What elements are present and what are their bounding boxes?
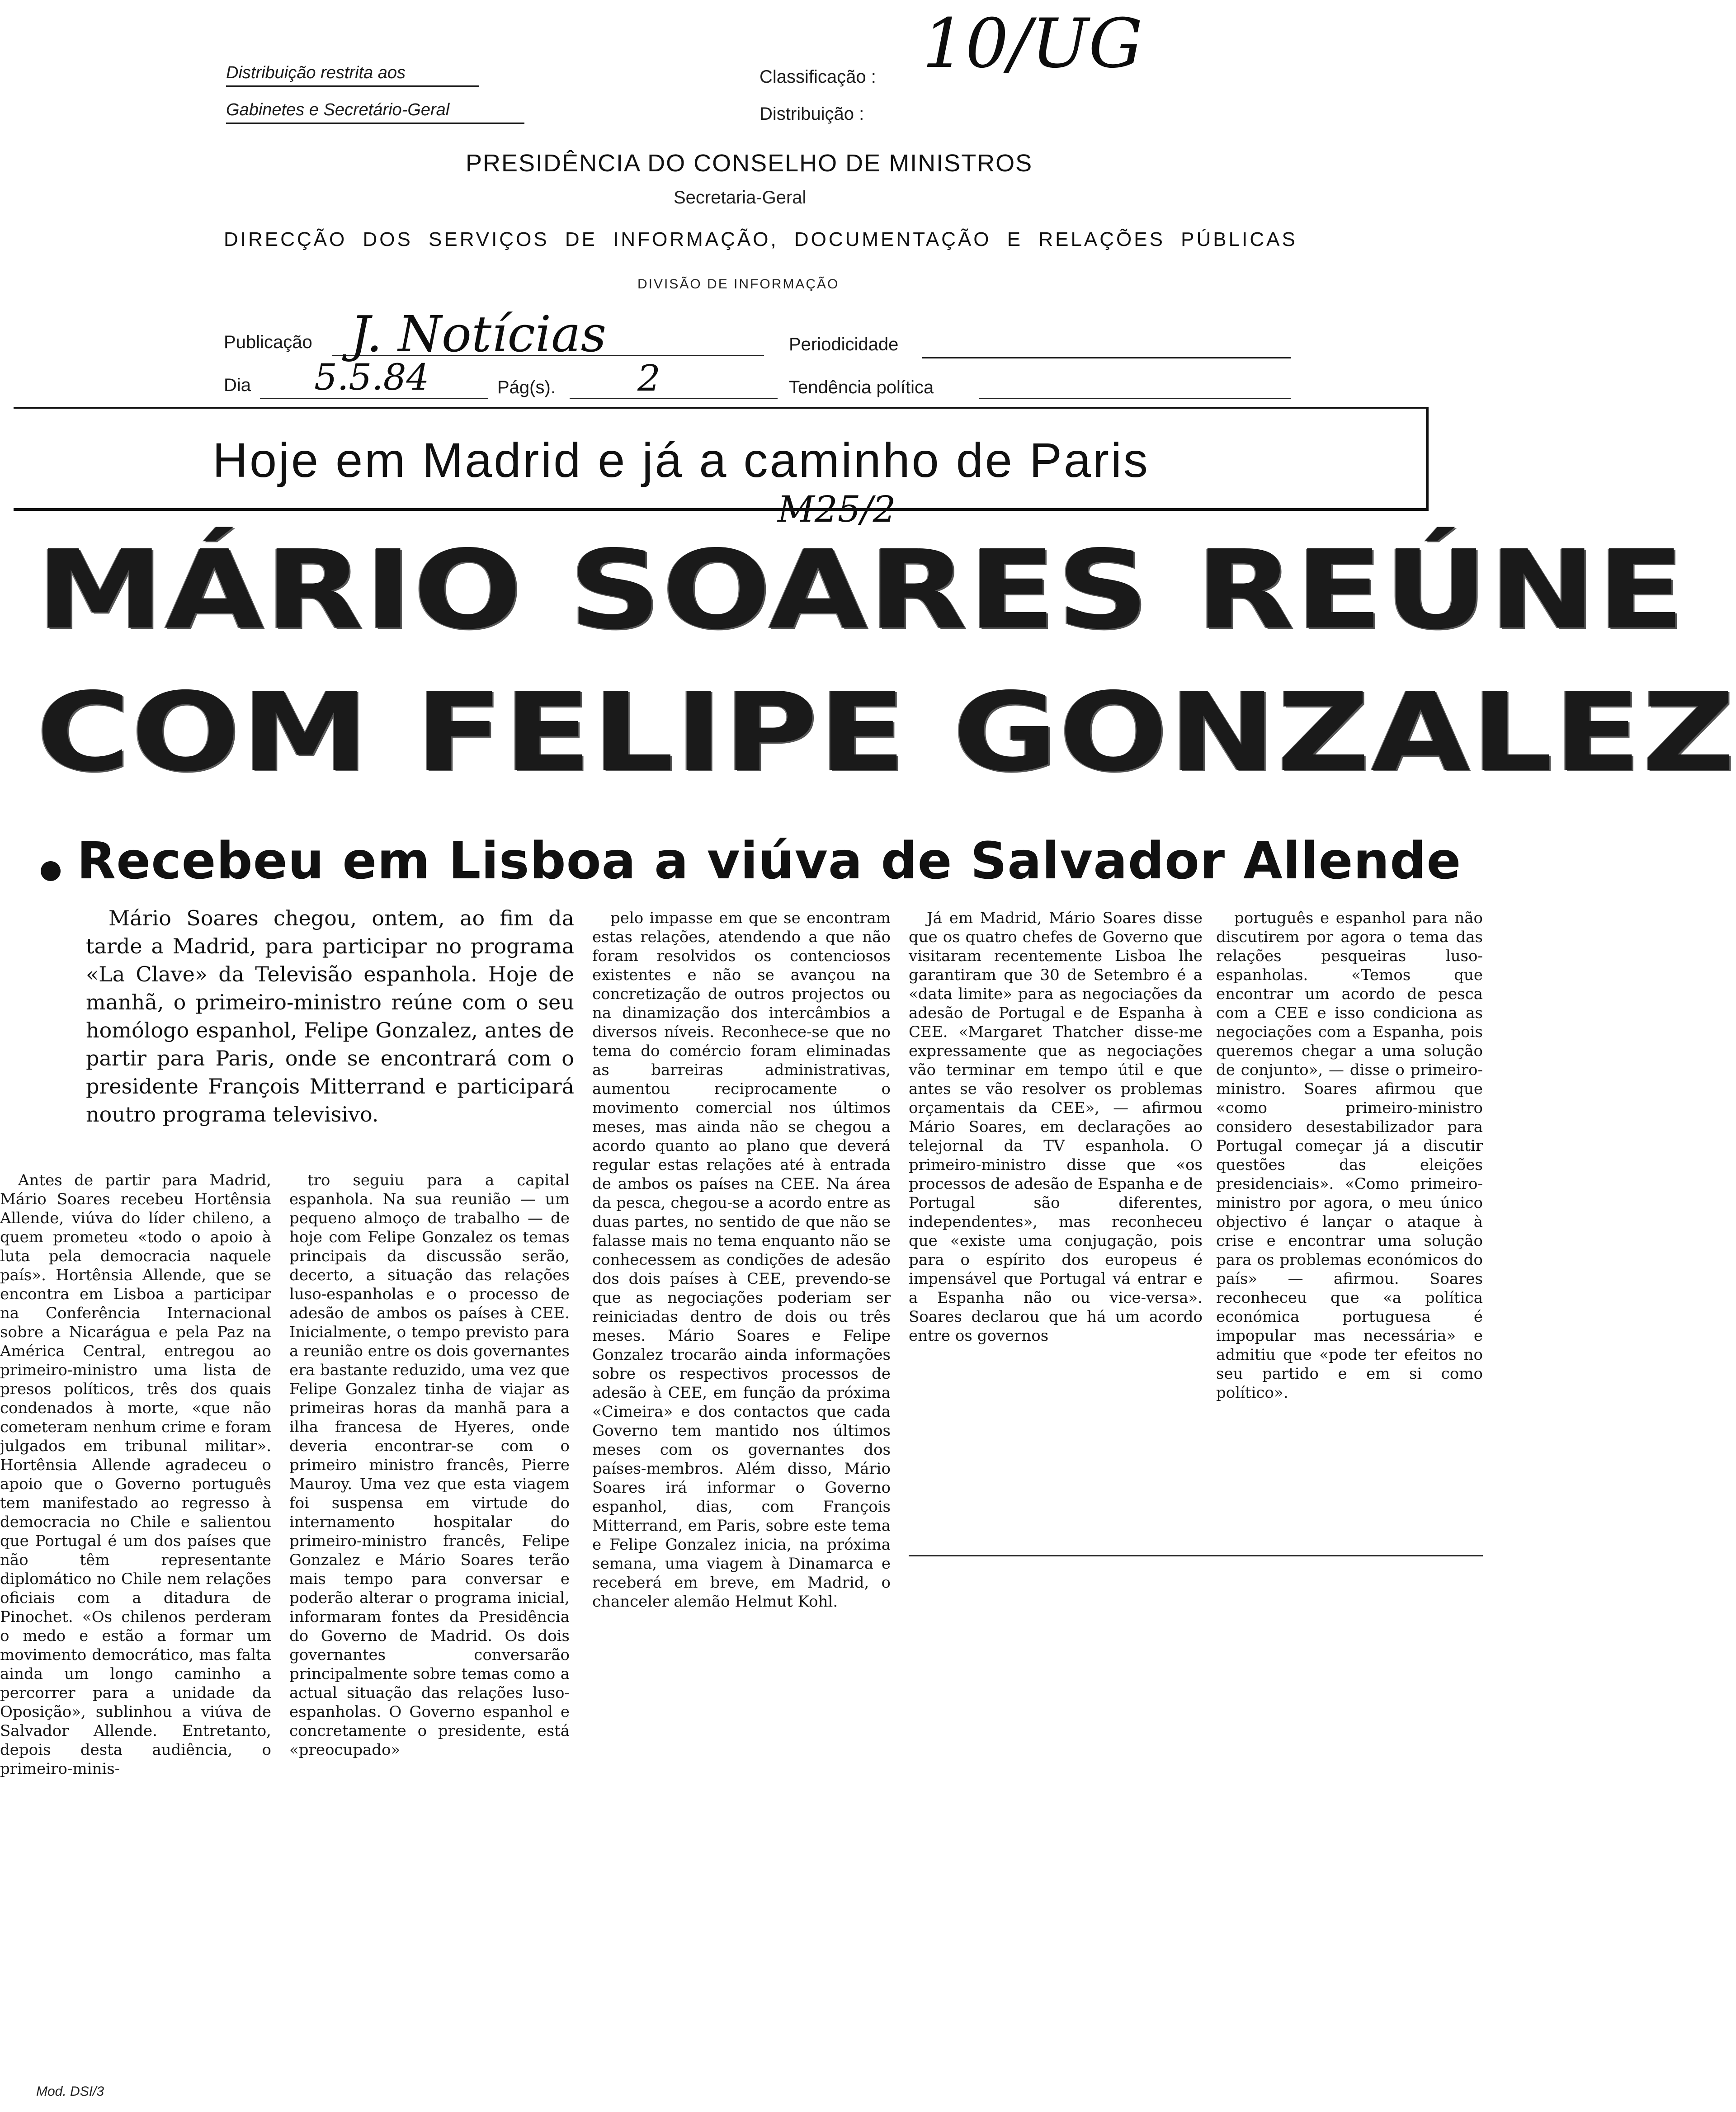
classificacao-label: Classificação : [760, 67, 876, 87]
column-4-text: Já em Madrid, Mário Soares disse que os quatro chefes de Governo que visitaram recentemente Lisboa lhe garantiram que 30 de Setembro é a «data limite» para as negociações da adesão de Portugal e de Espanha à CEE. «Margaret Thatcher disse-me expressamente que as negociações vão terminar em tempo útil e que antes se vão resolver os problemas orçamentais da CEE», — afirmou Mário Soares, em declarações ao telejornal da TV espanhola. O primeiro-ministro disse que «os processos de adesão de Espanha e de Portugal são diferentes, independentes», mas reconheceu que «existe uma conjugação, pois para o espírito dos europeus é impensável que Portugal vá entrar e a Espanha não ou vice-versa». Soares declarou que há um acordo entre os governos [909, 909, 1203, 1345]
subhead: Recebeu em Lisboa a viúva de Salvador Allende [77, 832, 1462, 891]
tendencia-label: Tendência política [789, 377, 934, 397]
periodicidade-field [922, 335, 1291, 358]
secretaria-geral: Secretaria-Geral [674, 188, 807, 207]
column-separator [909, 1555, 1483, 1556]
kicker: Hoje em Madrid e já a caminho de Paris [212, 433, 1150, 487]
subhead-bullet-icon [41, 861, 61, 881]
column-3-text: pelo impasse em que se encontram estas relações, atendendo a que não foram resolvidos os contenciosos existentes e não se avançou na concretização de outros projectos ou na dinamização dos intercâmbios a diversos níveis. Reconhece-se que no tema do comércio foram eliminadas as barreiras administrativas, aumentou reciprocamente o movimento comercial nos últimos meses, mas ainda não se chegou a acordo quanto ao plano que deverá regular estas relações até à entrada de ambos os países na CEE. Na área da pesca, chegou-se a acordo entre as duas partes, no sentido de que não se falasse mais no tema enquanto não se conhecessem as condições de adesão dos dois países à CEE, prevendo-se que as negociações poderiam ser reiniciadas dentro de dois ou três meses. Mário Soares e Felipe Gonzalez trocarão ainda informações sobre os respectivos processos de adesão à CEE, em função da próxima «Cimeira» e dos contactos que cada Governo tem mantido nos últimos meses com os governantes dos países-membros. Além disso, Mário Soares irá informar o Governo espanhol, dias, com François Mitterrand, em Paris, sobre este tema e Felipe Gonzalez inicia, na próxima semana, uma viagem à Dinamarca e receberá em breve, em Madrid, o chanceler alemão Helmut Kohl. [592, 909, 891, 1611]
column-5 [1216, 909, 1483, 1402]
publicacao-field [332, 305, 764, 363]
column-4 [909, 909, 1203, 1345]
column-1 [0, 1171, 271, 1778]
form-code: Mod. DSI/3 [36, 2084, 104, 2099]
dia-value: 5.5.84 [314, 356, 429, 398]
direccao-servicos: DIRECÇÃO DOS SERVIÇOS DE INFORMAÇÃO, DOCUMENTAÇÃO E RELAÇÕES PÚBLICAS [224, 228, 1297, 250]
restricted-distribution-line2: Gabinetes e Secretário-Geral [226, 100, 524, 124]
handwritten-note: M25/2 [778, 488, 896, 530]
tendencia-field [979, 375, 1291, 399]
presidencia-title: PRESIDÊNCIA DO CONSELHO DE MINISTROS [466, 150, 1033, 177]
dia-field [260, 356, 488, 399]
publicacao-value: J. Notícias [350, 305, 607, 363]
column-2 [289, 1171, 570, 1759]
pags-field [570, 357, 778, 399]
pags-label: Pág(s). [497, 377, 556, 397]
dia-label: Dia [224, 375, 251, 395]
column-2-text: tro seguiu para a capital espanhola. Na sua reunião — um pequeno almoço de trabalho — de hoje com Felipe Gonzalez os temas principais da discussão serão, decerto, a situação das relações luso-espanholas e o processo de adesão de ambos os países à CEE. Inicialmente, o tempo previsto para a reunião entre os dois governantes era bastante reduzido, uma vez que Felipe Gonzalez tinha de viajar as primeiras horas da manhã para a ilha francesa de Hyeres, onde deveria encontrar-se com o primeiro ministro francês, Pierre Mauroy. Uma vez que esta viagem foi suspensa em virtude do internamento hospitalar do primeiro-ministro francês, Felipe Gonzalez e Mário Soares terão mais tempo para conversar e poderão alterar o programa inicial, informaram fontes da Presidência do Governo de Madrid. Os dois governantes conversarão principalmente sobre temas como a actual situação das relações luso-espanholas. O Governo espanhol e concretamente o presidente, está «preocupado» [289, 1171, 570, 1759]
column-3 [592, 909, 891, 1611]
divisao-informacao: DIVISÃO DE INFORMAÇÃO [637, 277, 840, 292]
headline-line1: MÁRIO SOARES REÚNE [36, 527, 1686, 653]
periodicidade-label: Periodicidade [789, 335, 899, 354]
headline-line2: COM FELIPE GONZALEZ [36, 669, 1736, 796]
handwritten-stamp: 10/UG [922, 5, 1143, 83]
lead-paragraph: Mário Soares chegou, ontem, ao fim da tarde a Madrid, para participar no programa «La Clave» da Televisão espanhola. Hoje de manhã, o primeiro-ministro reúne com o seu homólogo espanhol, Felipe Gonzalez, antes de partir para Paris, onde se encontrará com o presidente François Mitterrand e participará noutro programa televisivo. [86, 906, 574, 1127]
column-1-text: Antes de partir para Madrid, Mário Soares recebeu Hortênsia Allende, viúva do líder chileno, a quem prometeu «todo o apoio à luta pela democracia naquele país». Hortênsia Allende, que se encontra em Lisboa a participar na Conferência Internacional sobre a Nicarágua e pela Paz na América Central, entregou ao primeiro-ministro uma lista de presos políticos, três dos quais condenados à morte, «que não cometeram nenhum crime e foram julgados em tribunal militar». Hortênsia Allende agradeceu o apoio que o Governo português tem manifestado ao regresso à democracia no Chile e salientou que Portugal é um dos países que não têm representante diplomático no Chile nem relações oficiais com a ditadura de Pinochet. «Os chilenos perderam o medo e estão a formar um movimento democrático, mas falta ainda um longo caminho a percorrer para a unidade da Oposição», sublinhou a viúva de Salvador Allende. Entretanto, depois desta audiência, o primeiro-minis- [0, 1171, 271, 1778]
restricted-distribution-line1: Distribuição restrita aos [226, 63, 479, 87]
distribuicao-label: Distribuição : [760, 104, 864, 124]
column-5-text: português e espanhol para não discutirem por agora o tema das relações pesqueiras luso-espanholas. «Temos que encontrar um acordo de pesca com a CEE e isso condiciona as negociações com a Espanha, pois queremos chegar a uma solução de conjunto», — disse o primeiro-ministro. Soares afirmou que «como primeiro-ministro considero desestabilizador para Portugal começar já a discutir questões das eleições presidenciais». «Como primeiro-ministro por agora, o meu único objectivo é lançar o ataque à crise e encontrar uma solução para os problemas económicos do país» — afirmou. Soares reconheceu que «a política económica portuguesa é impopular mas necessária» e admitiu que «pode ter efeitos no seu partido e em si como político». [1216, 909, 1483, 1402]
publicacao-label: Publicação [224, 332, 312, 352]
pags-value: 2 [637, 357, 660, 399]
